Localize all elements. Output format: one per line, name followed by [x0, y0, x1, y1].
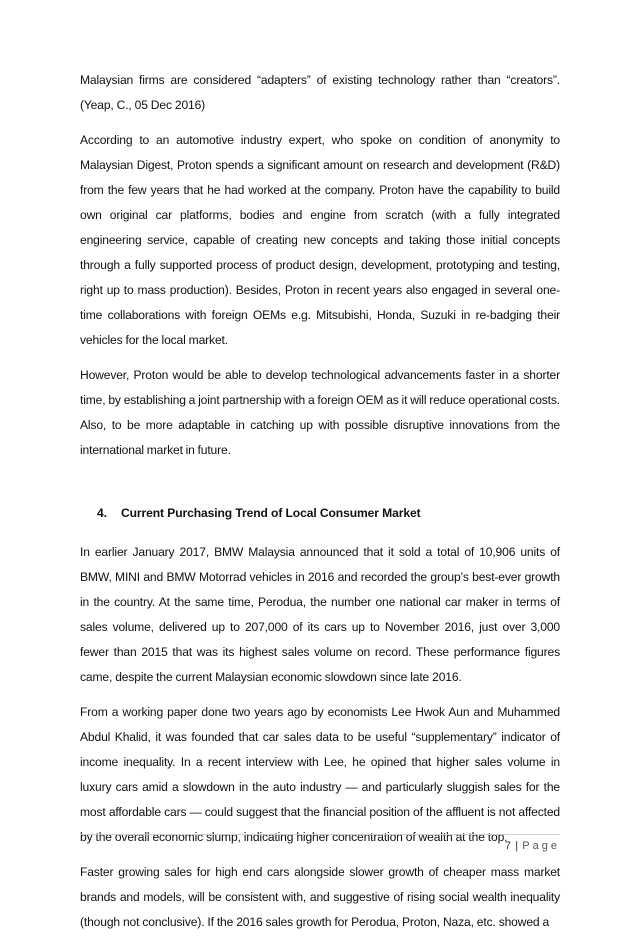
paragraph-proton-rnd: According to an automotive industry expert, who spoke on condition of anonymity to Malaysian Digest, Proton spends a significant amount on research and development (R&D) from the few years that he had worked at the company. Proton have the capability to build own original car platforms, bodies and engine from scratch (with a fully integrated engineering service, capable of creating new concepts and taking those initial concepts through a fully supported process of product design, development, prototyping and testing, right up to mass production). Besides, Proton in recent years also engaged in several one-time collaborations with foreign OEMs e.g. Mitsubishi, Honda, Suzuki in re-badging their vehicles for the local market.: [80, 133, 560, 347]
footer-separator: |: [515, 840, 519, 852]
footer-divider: [80, 834, 560, 835]
paragraph-working-paper: From a working paper done two years ago by economists Lee Hwok Aun and Muhammed Abdul Khalid, it was founded that car sales data to be useful “supplementary” indicator of income inequality. In a recent interview with Lee, he opined that higher sales volume in luxury cars amid a slowdown in the auto industry — and particularly sluggish sales for the most affordable cars — could suggest that the financial position of the affluent is not affected by the overall economic slump, indicating higher concentration of wealth at the top.: [80, 705, 560, 844]
section-title: Current Purchasing Trend of Local Consumer Market: [121, 506, 421, 520]
section-number: 4.: [97, 506, 107, 520]
document-page: [80, 68, 560, 945]
page-footer: [505, 840, 560, 852]
page-number: 7: [504, 840, 512, 852]
page-label: Page: [522, 840, 560, 852]
section-heading: [97, 501, 560, 526]
paragraph-joint-partnership: However, Proton would be able to develop technological advancements faster in a shorter time, by establishing a joint partnership with a foreign OEM as it will reduce operational costs. Also, to be more adaptable in catching up with possible disruptive innovations from the international market in future.: [80, 368, 560, 457]
paragraph-sales-growth: Faster growing sales for high end cars alongside slower growth of cheaper mass market brands and models, will be consistent with, and suggestive of rising social wealth inequality (though not conclusive). If the 2016 sales growth for Perodua, Proton, Naza, etc. showed a: [80, 865, 560, 929]
paragraph-adapters: Malaysian firms are considered “adapters” of existing technology rather than “creators”. (Yeap, C., 05 Dec 2016): [80, 73, 560, 112]
paragraph-bmw-sales: In earlier January 2017, BMW Malaysia announced that it sold a total of 10,906 units of BMW, MINI and BMW Motorrad vehicles in 2016 and recorded the group’s best-ever growth in the country. At the same time, Perodua, the number one national car maker in terms of sales volume, delivered up to 207,000 of its cars up to November 2016, just over 3,000 fewer than 2015 that was its highest sales volume on record. These performance figures came, despite the current Malaysian economic slowdown since late 2016.: [80, 545, 560, 684]
